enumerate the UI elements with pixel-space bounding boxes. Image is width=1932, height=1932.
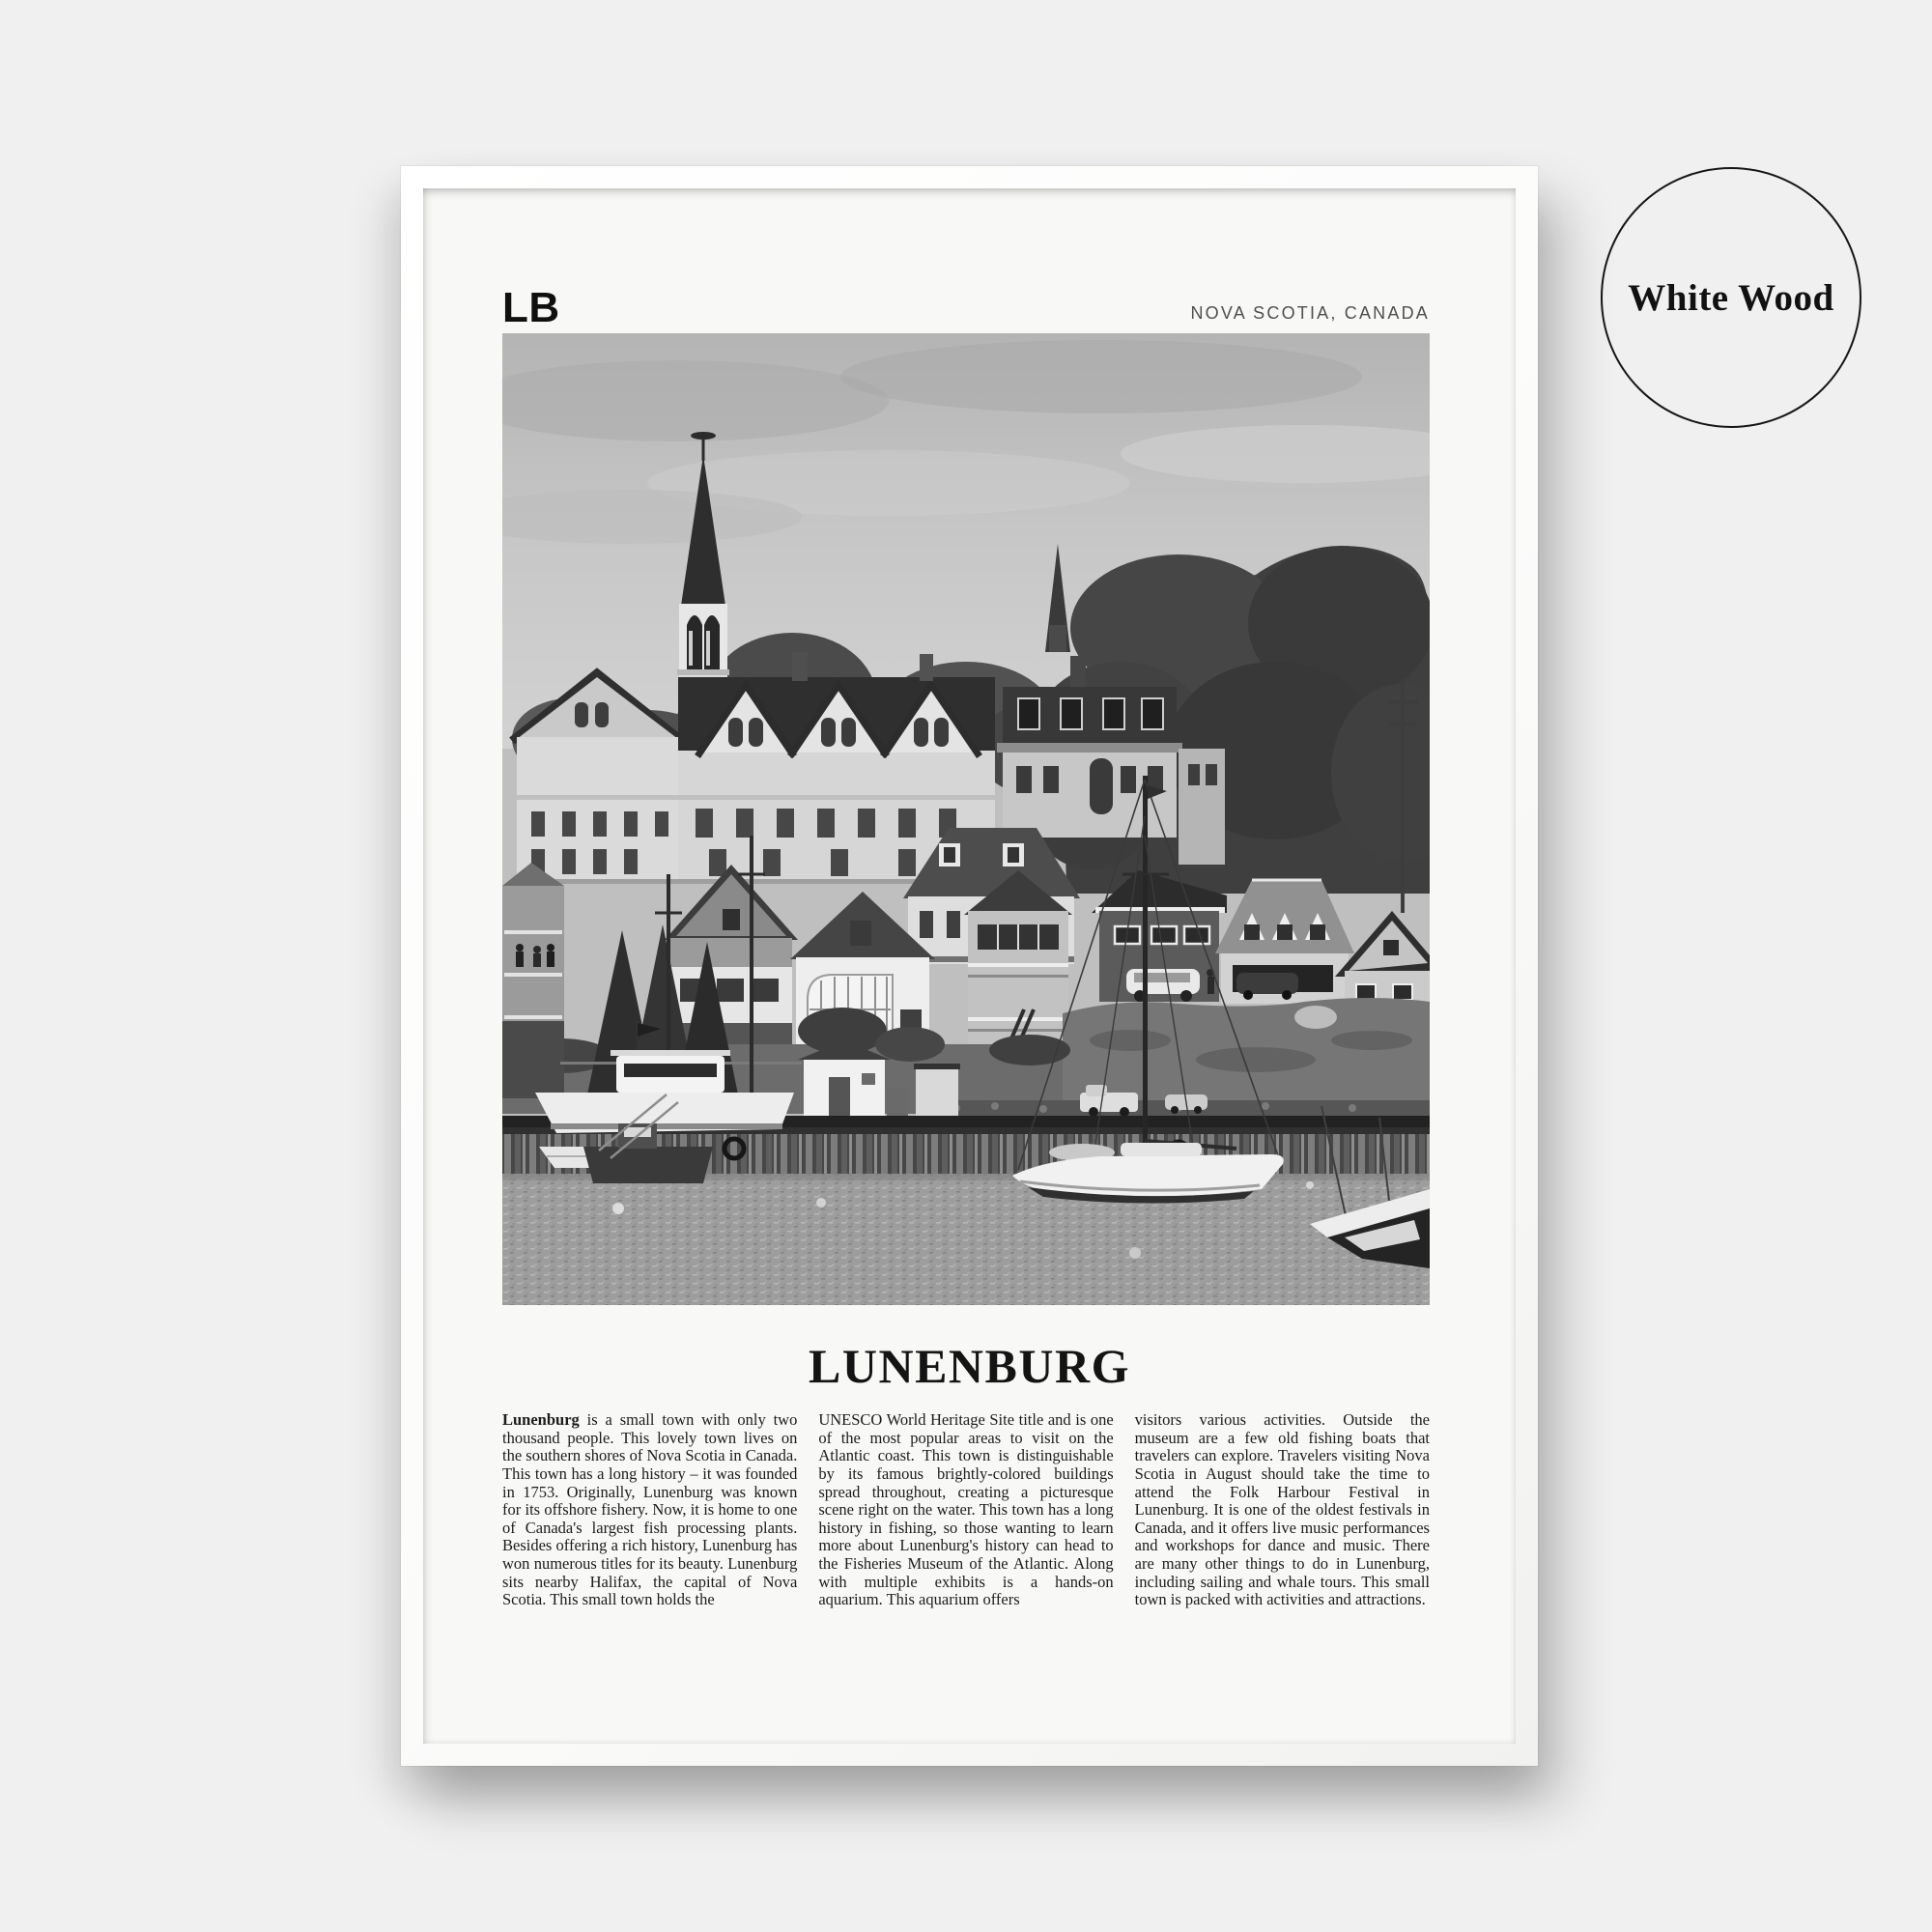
- body-column-2: [818, 1411, 1113, 1609]
- body-column-3: [1135, 1411, 1430, 1609]
- lunenburg-harbor-illustration: [502, 333, 1430, 1305]
- harbor-photo: [502, 333, 1430, 1305]
- body-lead-word: Lunenburg: [502, 1410, 580, 1429]
- poster-brand-monogram: LB: [502, 284, 560, 331]
- poster-title: LUNENBURG: [809, 1339, 1130, 1393]
- material-badge: [1601, 167, 1861, 428]
- poster-frame-white-wood: [401, 166, 1538, 1766]
- poster-body: [502, 1411, 1430, 1609]
- body-column-3-text: visitors various activities. Outside the museum are a few old fishing boats that travelers can explore. Travelers visiting Nova Scotia in August should take the time to attend the Folk Harbour Festival in Lunenburg. It is one of the oldest festivals in Canada, and it offers live music performances and workshops for dance and music. There are many other things to do in Lunenburg, including sailing and whale tours. This small town is packed with activities and attractions.: [1134, 1410, 1430, 1609]
- poster-paper: [423, 188, 1516, 1744]
- water: [502, 1174, 1430, 1305]
- poster-location-label: NOVA SCOTIA, CANADA: [1190, 303, 1430, 323]
- body-column-2-text: UNESCO World Heritage Site title and is one of the most popular areas to visit on the Atlantic coast. This town is distinguishable by its famous brightly-colored buildings spread throughout, creating a picturesque scene right on the water. This town has a long history in fishing, so those wanting to learn more about Lunenburg's history can head to the Fisheries Museum of the Atlantic. Along with multiple exhibits is a hands-on aquarium. This aquarium offers: [818, 1410, 1114, 1609]
- body-column-1: [502, 1411, 797, 1609]
- shingle-gable-house: [665, 865, 798, 1044]
- body-column-1-text: is a small town with only two thousand people. This lovely town lives on the southern shores of Nova Scotia in Canada. This town has a long history – it was founded in 1753. Originally, Lunenburg was known for its offshore fishery. Now, it is home to one of Canada's largest fish processing plants. Besides offering a rich history, Lunenburg has won numerous titles for its beauty. Lunenburg sits nearby Halifax, the capital of Nova Scotia. This small town holds the: [502, 1410, 798, 1609]
- material-badge-label: White Wood: [1628, 276, 1834, 319]
- left-porch-building: [502, 863, 564, 1098]
